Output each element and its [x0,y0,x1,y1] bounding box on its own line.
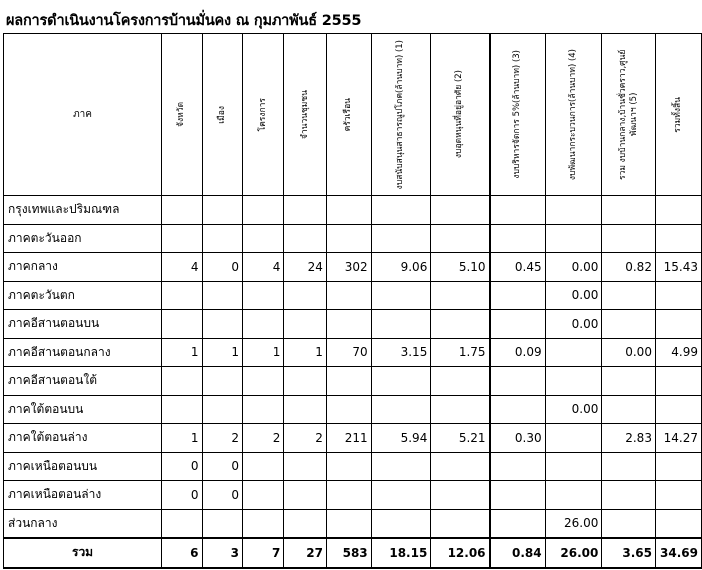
value-cell: 0.30 [490,424,546,453]
value-cell [371,196,431,225]
value-cell [602,310,656,339]
value-cell [431,509,490,538]
value-cell [490,281,546,310]
value-cell: 3.65 [602,538,656,568]
table-row [4,509,702,538]
table-row [4,196,702,225]
value-cell: 0 [162,452,202,481]
region-cell: ภาคกลาง [4,253,162,282]
table-body [4,196,702,568]
value-cell: 2.83 [602,424,656,453]
table-row [4,253,702,282]
value-cell [490,481,546,510]
value-cell [284,367,327,396]
value-cell [284,310,327,339]
value-cell: 0.00 [545,395,602,424]
value-cell [431,310,490,339]
value-cell [431,281,490,310]
value-cell: 3 [202,538,242,568]
value-cell [242,452,283,481]
value-cell [202,395,242,424]
value-cell [371,224,431,253]
value-cell [602,281,656,310]
value-cell: 0.00 [602,338,656,367]
value-cell [326,509,371,538]
region-cell: ส่วนกลาง [4,509,162,538]
value-cell [655,481,701,510]
value-cell [431,481,490,510]
header-region: ภาค [4,34,162,196]
value-cell [371,452,431,481]
value-cell [284,224,327,253]
region-cell: ภาคใต้ตอนบน [4,395,162,424]
region-cell: รวม [4,538,162,568]
value-cell [545,452,602,481]
value-cell [655,452,701,481]
value-cell [242,196,283,225]
value-cell [242,481,283,510]
table-row [4,310,702,339]
value-cell [284,509,327,538]
value-cell [602,196,656,225]
value-cell [490,367,546,396]
header-col: เมือง [202,34,242,196]
value-cell [284,395,327,424]
table-row [4,424,702,453]
value-cell: 3.15 [371,338,431,367]
value-cell [326,224,371,253]
value-cell [202,281,242,310]
value-cell: 18.15 [371,538,431,568]
value-cell [655,196,701,225]
value-cell [602,509,656,538]
value-cell: 0 [202,452,242,481]
value-cell: 4 [162,253,202,282]
header-col: โครงการ [242,34,283,196]
value-cell [371,281,431,310]
header-col: จังหวัด [162,34,202,196]
region-cell: ภาคใต้ตอนล่าง [4,424,162,453]
value-cell: 15.43 [655,253,701,282]
value-cell [431,224,490,253]
value-cell [602,452,656,481]
region-cell: กรุงเทพและปริมณฑล [4,196,162,225]
table-row [4,481,702,510]
region-cell: ภาคอีสานตอนใต้ [4,367,162,396]
table-row [4,395,702,424]
table-row [4,224,702,253]
value-cell [162,367,202,396]
value-cell [655,310,701,339]
value-cell [242,310,283,339]
value-cell: 0.00 [545,253,602,282]
value-cell [202,367,242,396]
value-cell [242,224,283,253]
value-cell: 0.09 [490,338,546,367]
value-cell: 26.00 [545,538,602,568]
value-cell: 7 [242,538,283,568]
value-cell: 583 [326,538,371,568]
value-cell [202,310,242,339]
value-cell [162,395,202,424]
value-cell [326,452,371,481]
value-cell [431,367,490,396]
value-cell [162,224,202,253]
value-cell [545,481,602,510]
header-col: รวมทั้งสิ้น [655,34,701,196]
value-cell [242,367,283,396]
header-col: งบสนับสนุนสาธารณูปโภค(ล้านบาท) (1) [371,34,431,196]
value-cell: 9.06 [371,253,431,282]
value-cell [326,481,371,510]
value-cell: 5.10 [431,253,490,282]
header-col: งบอุดหนุนที่อยู่อาศัย (2) [431,34,490,196]
value-cell [162,196,202,225]
results-table [3,33,702,569]
value-cell: 0.84 [490,538,546,568]
value-cell [202,509,242,538]
value-cell [431,452,490,481]
region-cell: ภาคเหนือตอนบน [4,452,162,481]
region-cell: ภาคตะวันตก [4,281,162,310]
region-cell: ภาคเหนือตอนล่าง [4,481,162,510]
value-cell: 1.75 [431,338,490,367]
value-cell: 24 [284,253,327,282]
value-cell [490,196,546,225]
value-cell: 0.00 [545,281,602,310]
table-row [4,367,702,396]
value-cell: 211 [326,424,371,453]
value-cell: 4.99 [655,338,701,367]
header-col: งบบริหารจัดการ 5%(ล้านบาท) (3) [490,34,546,196]
value-cell [326,310,371,339]
value-cell [545,224,602,253]
value-cell [490,452,546,481]
header-row [4,34,702,196]
value-cell [490,224,546,253]
value-cell: 14.27 [655,424,701,453]
value-cell: 1 [202,338,242,367]
value-cell [602,224,656,253]
value-cell: 70 [326,338,371,367]
value-cell: 6 [162,538,202,568]
value-cell [655,395,701,424]
value-cell: 5.21 [431,424,490,453]
value-cell [371,481,431,510]
page-title: ผลการดำเนินงานโครงการบ้านมั่นคง ณ กุมภาพันธ์ 2555 [6,13,362,29]
value-cell: 26.00 [545,509,602,538]
table-row [4,338,702,367]
value-cell [284,281,327,310]
value-cell [202,224,242,253]
value-cell [602,367,656,396]
value-cell: 4 [242,253,283,282]
value-cell: 302 [326,253,371,282]
value-cell [284,452,327,481]
value-cell [490,509,546,538]
value-cell [371,367,431,396]
value-cell [202,196,242,225]
value-cell [431,196,490,225]
region-cell: ภาคอีสานตอนกลาง [4,338,162,367]
value-cell [284,481,327,510]
value-cell: 5.94 [371,424,431,453]
region-cell: ภาคอีสานตอนบน [4,310,162,339]
value-cell [284,196,327,225]
value-cell [545,196,602,225]
value-cell: 1 [284,338,327,367]
value-cell: 0 [162,481,202,510]
value-cell: 27 [284,538,327,568]
value-cell: 34.69 [655,538,701,568]
value-cell: 2 [242,424,283,453]
value-cell [242,509,283,538]
value-cell [162,310,202,339]
value-cell [326,395,371,424]
value-cell [490,395,546,424]
value-cell [242,281,283,310]
value-cell [326,281,371,310]
value-cell [655,509,701,538]
value-cell [371,509,431,538]
value-cell [545,367,602,396]
value-cell [371,395,431,424]
value-cell [655,367,701,396]
value-cell [490,310,546,339]
header-col: ครัวเรือน [326,34,371,196]
value-cell: 0.82 [602,253,656,282]
value-cell [162,509,202,538]
header-col: จำนวนชุมชน [284,34,327,196]
value-cell: 1 [162,424,202,453]
value-cell: 2 [284,424,327,453]
value-cell [545,424,602,453]
value-cell: 12.06 [431,538,490,568]
value-cell: 1 [162,338,202,367]
value-cell [602,481,656,510]
value-cell [326,196,371,225]
value-cell [242,395,283,424]
value-cell [326,367,371,396]
value-cell [655,281,701,310]
value-cell [162,281,202,310]
value-cell: 0.00 [545,310,602,339]
table-row [4,281,702,310]
value-cell: 0 [202,253,242,282]
value-cell: 0.45 [490,253,546,282]
total-row [4,538,702,568]
value-cell: 0 [202,481,242,510]
value-cell: 2 [202,424,242,453]
value-cell: 1 [242,338,283,367]
region-cell: ภาคตะวันออก [4,224,162,253]
value-cell [545,338,602,367]
value-cell [602,395,656,424]
header-col: รวม งบบ้านกลาง,บ้านชั่วคราว,ศูนย์พัฒนาฯ (5) [602,34,656,196]
value-cell [371,310,431,339]
table-row [4,452,702,481]
value-cell [431,395,490,424]
header-col: งบพัฒนากระบวนการ(ล้านบาท) (4) [545,34,602,196]
value-cell [655,224,701,253]
